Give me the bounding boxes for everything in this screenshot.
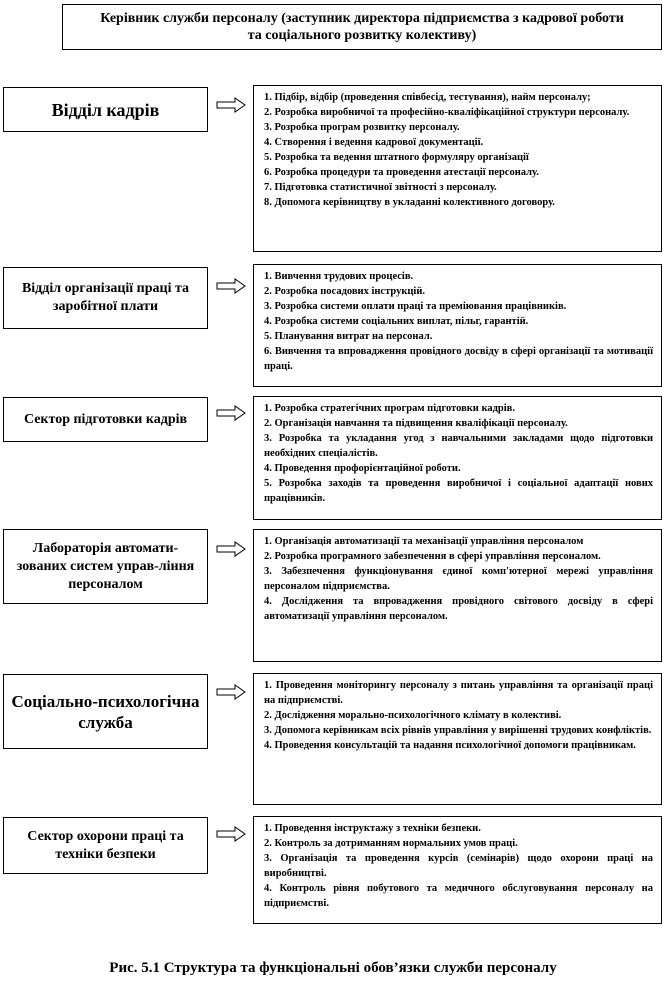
function-item: 4. Проведення профорієнтаційної роботи. xyxy=(264,463,461,474)
function-item: 3. Організація та проведення курсів (семінарів) щодо охорони праці на виробництві. xyxy=(264,853,653,879)
function-item: 6. Розробка процедури та проведення атестації персоналу. xyxy=(264,167,539,178)
department-name: Соціально-психологічна служба xyxy=(11,691,200,732)
function-item: 6. Вивчення та впровадження провідного досвіду в сфері організації та мотивації праці. xyxy=(264,346,653,372)
function-item: 2. Розробка програмного забезпечення в сфері управління персоналом. xyxy=(264,551,601,562)
department-name: Відділ кадрів xyxy=(51,99,160,120)
department-name: Лабораторія автомати-зованих систем управ-ління персоналом xyxy=(16,540,195,592)
function-item: 3. Забезпечення функціонування єдиної комп'ютерної мережі управління персоналом підприємства. xyxy=(264,566,653,592)
function-item: 2. Розробка виробничої та професійно-кваліфікаційної структури персоналу. xyxy=(264,107,630,118)
function-item: 2. Дослідження морально-психологічного клімату в колективі. xyxy=(264,710,562,721)
department-box xyxy=(3,267,208,329)
function-item: 1. Підбір, відбір (проведення співбесід, тестування), найм персоналу; xyxy=(264,92,591,103)
function-item: 1. Проведення інструктажу з техніки безпеки. xyxy=(264,823,481,834)
function-item: 4. Проведення консультацій та надання психологічної допомоги працівникам. xyxy=(264,740,636,751)
department-name: Сектор охорони праці та техніки безпеки xyxy=(27,828,184,862)
function-item: 5. Розробка заходів та проведення виробничої і соціальної адаптації нових працівників. xyxy=(264,478,653,504)
arrow-right-icon xyxy=(216,826,246,842)
arrow-right-icon xyxy=(216,278,246,294)
functions-list xyxy=(253,264,662,387)
function-item: 3. Допомога керівникам всіх рівнів управління у вирішенні трудових конфліктів. xyxy=(264,725,652,736)
department-name: Сектор підготовки кадрів xyxy=(23,411,188,427)
function-item: 3. Розробка програм розвитку персоналу. xyxy=(264,122,460,133)
department-box xyxy=(3,817,208,874)
function-item: 2. Контроль за дотриманням нормальних умов праці. xyxy=(264,838,518,849)
function-item: 4. Створення і ведення кадрової документації. xyxy=(264,137,484,148)
function-item: 4. Дослідження та впровадження провідного світового досвіду в сфері автоматизації управління персоналом. xyxy=(264,596,653,622)
function-item: 1. Організація автоматизації та механізації управління персоналом xyxy=(264,536,584,547)
functions-list xyxy=(253,816,662,924)
arrow-right-icon xyxy=(216,684,246,700)
function-item: 5. Розробка та ведення штатного формуляру організації xyxy=(264,152,529,163)
function-item: 3. Розробка та укладання угод з навчальними закладами щодо підготовки необхідних спеціалістів. xyxy=(264,433,653,459)
function-item: 1. Вивчення трудових процесів. xyxy=(264,271,414,282)
function-item: 5. Планування витрат на персонал. xyxy=(264,331,433,342)
function-item: 2. Розробка посадових інструкцій. xyxy=(264,286,426,297)
department-box xyxy=(3,529,208,604)
function-item: 2. Організація навчання та підвищення кваліфікації персоналу. xyxy=(264,418,568,429)
function-item: 7. Підготовка статистичної звітності з персоналу. xyxy=(264,182,497,193)
department-name: Відділ організації праці та заробітної плати xyxy=(21,281,190,314)
functions-list xyxy=(253,85,662,252)
function-item: 3. Розробка системи оплати праці та преміювання працівників. xyxy=(264,301,567,312)
figure-caption: Рис. 5.1 Структура та функціональні обов’язки служби персоналу xyxy=(109,960,557,976)
function-item: 1. Проведення моніторингу персоналу з питань управління та організації праці на підприємстві. xyxy=(264,680,653,706)
function-item: 4. Розробка системи соціальних виплат, пільг, гарантій. xyxy=(264,316,529,327)
department-box xyxy=(3,397,208,442)
head-title-line2: та соціального розвитку колективу) xyxy=(247,28,477,43)
department-box xyxy=(3,87,208,132)
head-title-line1: Керівник служби персоналу (заступник директора підприємства з кадрової роботи xyxy=(100,11,624,26)
function-item: 4. Контроль рівня побутового та медичного обслуговування персоналу на підприємстві. xyxy=(264,883,653,909)
function-item: 1. Розробка стратегічних програм підготовки кадрів. xyxy=(264,403,515,414)
function-item: 8. Допомога керівництву в укладанні колективного договору. xyxy=(264,197,555,208)
functions-list xyxy=(253,529,662,662)
head-of-personnel-box xyxy=(62,4,662,50)
functions-list xyxy=(253,673,662,805)
department-box xyxy=(3,674,208,749)
arrow-right-icon xyxy=(216,405,246,421)
functions-list xyxy=(253,396,662,520)
arrow-right-icon xyxy=(216,541,246,557)
arrow-right-icon xyxy=(216,97,246,113)
